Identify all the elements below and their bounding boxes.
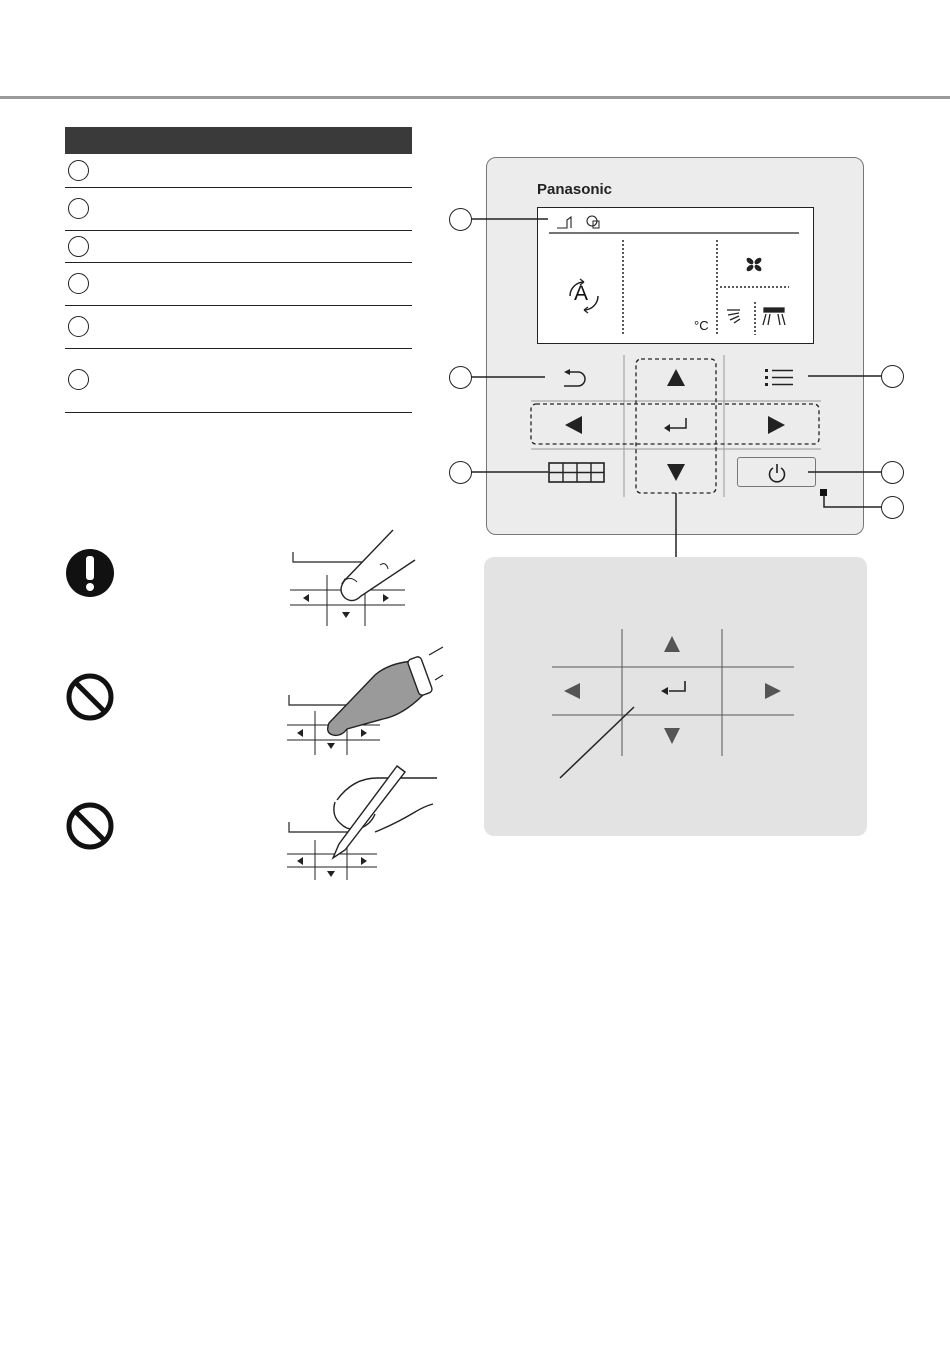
callout-circle [449,366,472,389]
callout-circle [881,496,904,519]
callout-circle [449,461,472,484]
callout-circle [449,208,472,231]
mandatory-exclamation-icon [65,548,115,598]
callout-circle [881,461,904,484]
fingertip-press-illustration [285,530,445,630]
auto-mode-letter: A [574,282,589,305]
prohibition-icon [65,672,115,722]
pen-press-illustration [285,762,445,882]
finger-pad-illustration [285,645,445,755]
callout-lines [0,0,950,600]
zoom-panel-contents [484,557,867,836]
prohibition-icon [65,801,115,851]
temperature-unit: °C [694,318,709,333]
callout-circle [881,365,904,388]
brand-logo: Panasonic [537,181,613,198]
